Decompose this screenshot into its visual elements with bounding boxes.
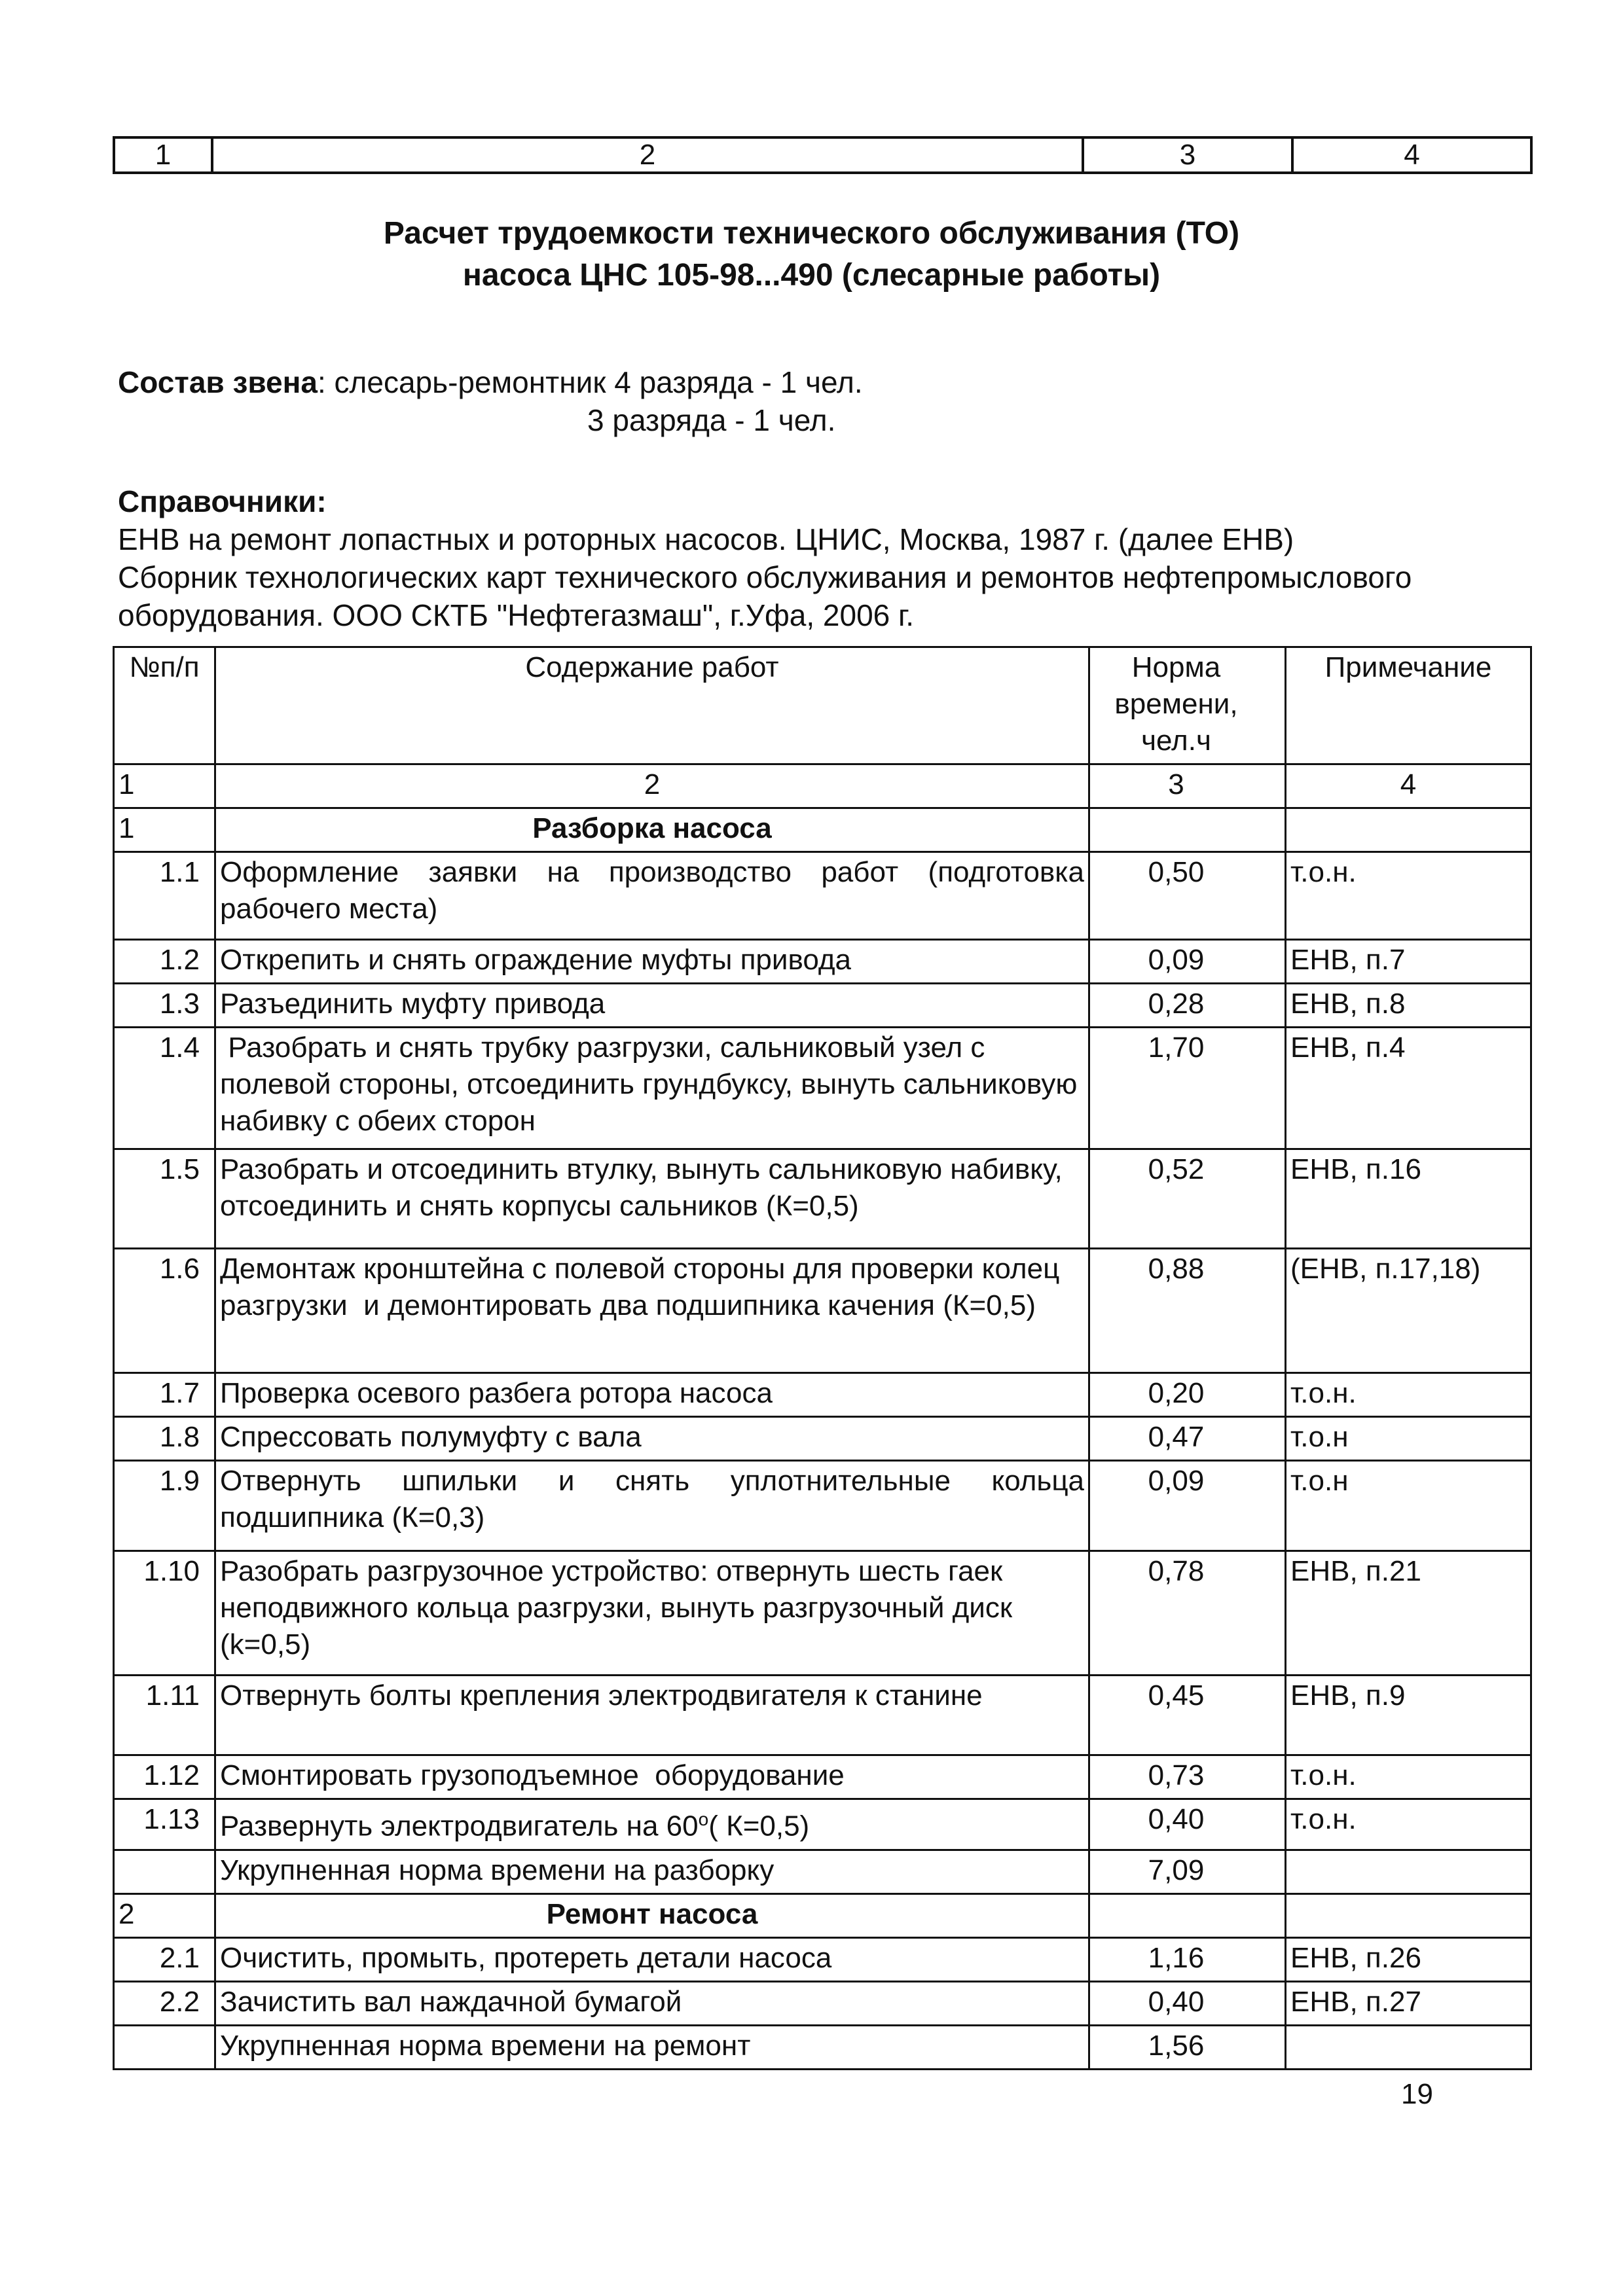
row-number: 2.2 (114, 1981, 215, 2025)
section-row (114, 1893, 1531, 1937)
row-time-norm: 1,16 (1089, 1937, 1286, 1981)
table-row (114, 852, 1531, 940)
row-note: т.о.н (1286, 1417, 1531, 1461)
section-title: Разборка насоса (215, 808, 1089, 852)
subtotal-label: Укрупненная норма времени на ремонт (215, 2025, 1089, 2069)
subtotal-row (114, 1850, 1531, 1893)
row-note: т.о.н. (1286, 1799, 1531, 1850)
row-work-content: Отвернуть болты крепления электродвигателя к станине (215, 1676, 1089, 1755)
page-number: 19 (1401, 2078, 1433, 2110)
row-note: ЕНВ, п.21 (1286, 1551, 1531, 1676)
table-row (114, 1799, 1531, 1850)
section-number: 2 (114, 1893, 215, 1937)
crew-label: Состав звена (118, 365, 318, 399)
row-work-content: Очистить, промыть, протереть детали насоса (215, 1937, 1089, 1981)
section-title: Ремонт насоса (215, 1893, 1089, 1937)
row-work-content: Оформление заявки на производство работ (подготовка рабочего места) (215, 852, 1089, 940)
row-note: ЕНВ, п.7 (1286, 940, 1531, 984)
crew-line-2: 3 разряда - 1 чел. (587, 403, 836, 437)
table-row (114, 1417, 1531, 1461)
row-number: 1.13 (114, 1799, 215, 1850)
row-time-norm: 0,47 (1089, 1417, 1286, 1461)
row-time-norm: 0,45 (1089, 1676, 1286, 1755)
column-number-3: 3 (1083, 137, 1292, 173)
column-number-1: 1 (114, 137, 212, 173)
subtotal-norm: 1,56 (1089, 2025, 1286, 2069)
row-work-content: Зачистить вал наждачной бумагой (215, 1981, 1089, 2025)
row-work-content: Проверка осевого разбега ротора насоса (215, 1373, 1089, 1417)
row-time-norm: 0,20 (1089, 1373, 1286, 1417)
row-work-content: Развернуть электродвигатель на 60$^o$( К=0,5) (215, 1799, 1089, 1850)
row-number: 1.12 (114, 1755, 215, 1799)
column-number-2: 2 (212, 137, 1083, 173)
row-work-content: Спрессовать полумуфту с вала (215, 1417, 1089, 1461)
references (118, 482, 1512, 634)
table-row (114, 1676, 1531, 1755)
row-time-norm: 0,40 (1089, 1799, 1286, 1850)
header-col-num-1: 1 (114, 764, 215, 808)
row-number: 1.11 (114, 1676, 215, 1755)
row-time-norm: 0,78 (1089, 1551, 1286, 1676)
section-number: 1 (114, 808, 215, 852)
crew-line-1: : слесарь-ремонтник 4 разряда - 1 чел. (317, 365, 863, 399)
subtotal-norm: 7,09 (1089, 1850, 1286, 1893)
row-time-norm: 0,40 (1089, 1981, 1286, 2025)
table-row (114, 1149, 1531, 1249)
header-work-content: Содержание работ (215, 647, 1089, 764)
row-work-content: Открепить и снять ограждение муфты привода (215, 940, 1089, 984)
row-number: 1.2 (114, 940, 215, 984)
row-time-norm: 0,73 (1089, 1755, 1286, 1799)
header-number: №п/п (114, 647, 215, 764)
header-note: Примечание (1286, 647, 1531, 764)
row-work-content: Демонтаж кронштейна с полевой стороны для проверки колец разгрузки и демонтировать два подшипника качения (К=0,5) (215, 1249, 1089, 1373)
reference-line-1: ЕНВ на ремонт лопастных и роторных насосов. ЦНИС, Москва, 1987 г. (далее ЕНВ) (118, 522, 1294, 556)
row-work-content: Разъединить муфту привода (215, 984, 1089, 1028)
row-work-content: Разобрать и снять трубку разгрузки, сальниковый узел с полевой стороны, отсоединить грундбуксу, вынуть сальниковую набивку с обеих сторон (215, 1028, 1089, 1149)
row-work-content: Разобрать разгрузочное устройство: отвернуть шесть гаек неподвижного кольца разгрузки, вынуть разгрузочный диск (k=0,5) (215, 1551, 1089, 1676)
document-title (0, 213, 1623, 296)
table-row (114, 1551, 1531, 1676)
table-row (114, 1461, 1531, 1551)
row-note: ЕНВ, п.27 (1286, 1981, 1531, 2025)
row-number: 1.5 (114, 1149, 215, 1249)
section-row (114, 808, 1531, 852)
table-row (114, 1028, 1531, 1149)
table-header-number-row (114, 764, 1531, 808)
table-row (114, 1981, 1531, 2025)
subtotal-label: Укрупненная норма времени на разборку (215, 1850, 1089, 1893)
row-work-content: Смонтировать грузоподъемное оборудование (215, 1755, 1089, 1799)
row-number: 1.3 (114, 984, 215, 1028)
row-note: ЕНВ, п.9 (1286, 1676, 1531, 1755)
table-row (114, 1937, 1531, 1981)
title-line-2: насоса ЦНС 105-98...490 (слесарные работы) (462, 258, 1161, 293)
row-work-content: Разобрать и отсоединить втулку, вынуть сальниковую набивку, отсоединить и снять корпусы сальников (К=0,5) (215, 1149, 1089, 1249)
header-col-num-4: 4 (1286, 764, 1531, 808)
row-time-norm: 0,09 (1089, 1461, 1286, 1551)
header-col-num-2: 2 (215, 764, 1089, 808)
references-label: Справочники: (118, 484, 327, 518)
row-work-content: Отвернуть шпильки и снять уплотнительные кольца подшипника (К=0,3) (215, 1461, 1089, 1551)
labor-intensity-table (113, 646, 1532, 2070)
row-time-norm: 0,88 (1089, 1249, 1286, 1373)
row-number: 1.10 (114, 1551, 215, 1676)
row-note: т.о.н. (1286, 1373, 1531, 1417)
row-number: 1.4 (114, 1028, 215, 1149)
row-time-norm: 0,09 (1089, 940, 1286, 984)
row-note: т.о.н. (1286, 1755, 1531, 1799)
row-note: (ЕНВ, п.17,18) (1286, 1249, 1531, 1373)
table-row (114, 1249, 1531, 1373)
row-note: ЕНВ, п.16 (1286, 1149, 1531, 1249)
header-time-norm: Норма времени, чел.ч (1089, 647, 1286, 764)
table-row (114, 940, 1531, 984)
table-row (114, 1373, 1531, 1417)
row-time-norm: 1,70 (1089, 1028, 1286, 1149)
row-number: 1.8 (114, 1417, 215, 1461)
row-note: ЕНВ, п.4 (1286, 1028, 1531, 1149)
header-col-num-3: 3 (1089, 764, 1286, 808)
row-number: 1.9 (114, 1461, 215, 1551)
row-number: 2.1 (114, 1937, 215, 1981)
table-header-row (114, 647, 1531, 764)
row-number: 1.7 (114, 1373, 215, 1417)
column-number-strip (113, 136, 1533, 174)
crew-composition (118, 363, 863, 439)
row-time-norm: 0,50 (1089, 852, 1286, 940)
row-note: т.о.н. (1286, 852, 1531, 940)
row-time-norm: 0,52 (1089, 1149, 1286, 1249)
row-number: 1.1 (114, 852, 215, 940)
column-number-4: 4 (1292, 137, 1531, 173)
table-row (114, 984, 1531, 1028)
row-number: 1.6 (114, 1249, 215, 1373)
title-line-1: Расчет трудоемкости технического обслуживания (ТО) (383, 216, 1240, 251)
table-row (114, 1755, 1531, 1799)
subtotal-row (114, 2025, 1531, 2069)
reference-line-2: Сборник технологических карт технического обслуживания и ремонтов нефтепромыслового оборудования. ООО СКТБ "Нефтегазмаш", г.Уфа, 2006 г. (118, 560, 1412, 632)
row-time-norm: 0,28 (1089, 984, 1286, 1028)
degree-mark: o (698, 1809, 709, 1829)
row-note: т.о.н (1286, 1461, 1531, 1551)
row-note: ЕНВ, п.26 (1286, 1937, 1531, 1981)
row-note: ЕНВ, п.8 (1286, 984, 1531, 1028)
